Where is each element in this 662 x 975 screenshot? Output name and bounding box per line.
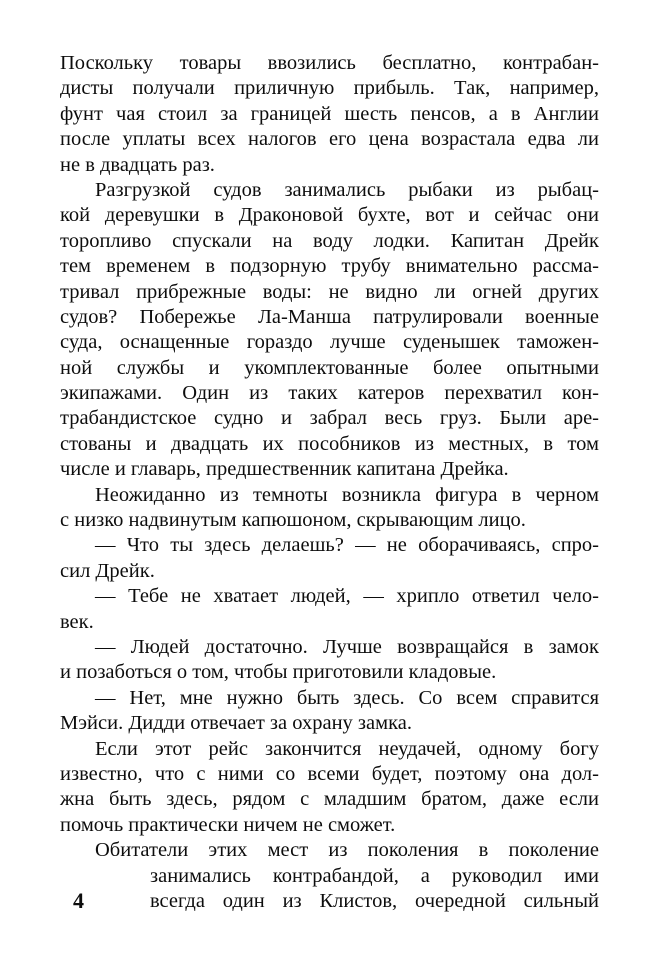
text-line: не в двадцать раз. bbox=[60, 153, 215, 176]
text-line: с низко надвинутым капюшоном, скрывающим лицо. bbox=[60, 509, 526, 532]
text-line: фунт чая стоил за границей шесть пенсов, а в Англии bbox=[60, 102, 599, 125]
text-line: после уплаты всех налогов его цена возрастала едва ли bbox=[60, 128, 599, 151]
text-line: Разгрузкой судов занимались рыбаки из рыбац- bbox=[95, 178, 599, 201]
text-line: известно, что с ними со всеми будет, поэтому она дол- bbox=[60, 762, 599, 785]
text-line: Мэйси. Дидди отвечает за охрану замка. bbox=[60, 712, 412, 735]
text-line: судов? Побережье Ла-Манша патрулировали военные bbox=[60, 305, 599, 328]
text-line: тривал прибрежные воды: не видно ли огней других bbox=[60, 280, 599, 303]
text-line: занимались контрабандой, а руководил ими bbox=[150, 864, 599, 887]
text-line: тем временем в подзорную трубу внимательно рассма- bbox=[60, 255, 599, 278]
text-line: дисты получали приличную прибыль. Так, например, bbox=[60, 77, 599, 100]
text-line: трабандистское судно и забрал весь груз. Были аре- bbox=[60, 407, 599, 430]
text-line: кой деревушки в Драконовой бухте, вот и сейчас они bbox=[60, 204, 599, 227]
text-line: помочь практически ничем не сможет. bbox=[60, 813, 396, 836]
text-line: ной службы и укомплектованные более опытными bbox=[60, 356, 599, 379]
text-line: Неожиданно из темноты возникла фигура в черном bbox=[95, 483, 599, 506]
text-line: век. bbox=[60, 610, 94, 633]
text-line: и позаботься о том, чтобы приготовили кладовые. bbox=[60, 661, 497, 684]
text-line: сил Дрейк. bbox=[60, 559, 155, 582]
text-line: числе и главарь, предшественник капитана Дрейка. bbox=[60, 458, 509, 481]
text-line: — Людей достаточно. Лучше возвращайся в замок bbox=[95, 635, 599, 658]
text-line: — Тебе не хватает людей, — хрипло ответил чело- bbox=[95, 585, 599, 608]
text-line: стованы и двадцать их пособников из местных, в том bbox=[60, 432, 599, 455]
text-line: жна быть здесь, рядом с младшим братом, даже если bbox=[60, 788, 599, 811]
text-line: Если этот рейс закончится неудачей, одному богу bbox=[95, 737, 599, 760]
text-line: торопливо спускали на воду лодки. Капитан Дрейк bbox=[60, 229, 599, 252]
text-line: экипажами. Один из таких катеров перехватил кон- bbox=[60, 382, 599, 405]
text-line: всегда один из Клистов, очередной сильный bbox=[150, 889, 599, 912]
text-line: — Что ты здесь делаешь? — не оборачиваясь, спро- bbox=[95, 534, 599, 557]
text-block bbox=[60, 51, 599, 914]
text-line: суда, оснащенные гораздо лучше суденышек таможен- bbox=[60, 331, 599, 354]
text-line: Обитатели этих мест из поколения в поколение bbox=[95, 839, 599, 862]
text-line: — Нет, мне нужно быть здесь. Со всем справится bbox=[95, 686, 599, 709]
text-line: Поскольку товары ввозились бесплатно, контрабан- bbox=[60, 52, 599, 74]
page-number: 4 bbox=[73, 888, 84, 913]
